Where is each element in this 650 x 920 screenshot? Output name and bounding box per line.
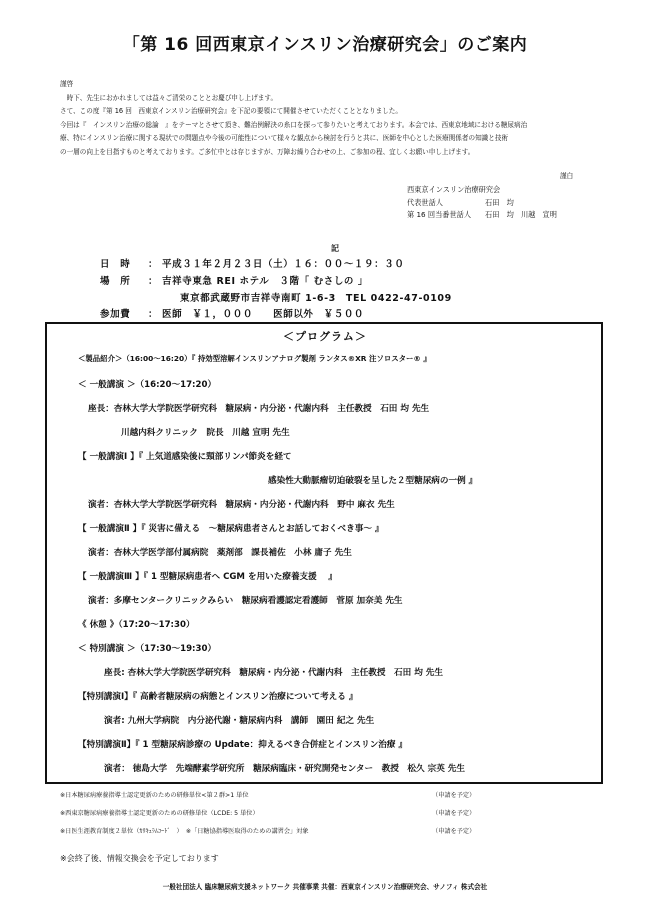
program-line: 【 一般講演Ⅲ 】『 1 型糖尿病患者へ CGM を用いた療養支援 』 [78, 572, 337, 582]
product-intro: ＜製品紹介＞（16:00～16:20）『 持効型溶解インスリンアナログ製剤 ランタス®XR 注ソロスター® 』 [78, 354, 431, 363]
closing-note: ※会終了後、情報交換会を予定しております [60, 854, 219, 863]
letter-line: 謹啓 [60, 80, 74, 88]
program-line: ＜ 一般講演 ＞（16:20～17:20） [78, 380, 217, 390]
program-line: 【特別講演Ⅰ】『 高齢者糖尿病の病態とインスリン治療について考える 』 [78, 692, 358, 702]
program-line: 感染性大動脈瘤切迫破裂を呈した２型糖尿病の一例 』 [268, 476, 478, 486]
program-heading: ＜プログラム＞ [283, 330, 367, 343]
program-line: 【 一般講演Ⅱ 】『 災害に備える ～糖尿病患者さんとお話しておくべき事～ 』 [78, 524, 384, 534]
greeting-letter [60, 78, 595, 159]
place-label: 場 所 [100, 276, 131, 287]
event-address: 東京都武蔵野市吉祥寺南町 1-6-3 TEL 0422-47-0109 [180, 293, 452, 304]
event-place: 場 所 ： 吉祥寺東急 REI ホテル ３階「 むさしの 」 [100, 273, 368, 287]
footer-credits: 一般社団法人 臨床糖尿病支援ネットワーク 共催事業 共催：西東京インスリン治療研究会、サノフィ 株式会社 [162, 883, 488, 891]
program-line: 【 一般講演Ⅰ 】『 上気道感染後に頸部リンパ節炎を経て [78, 452, 292, 462]
fee-label: 参加費 [100, 309, 131, 320]
event-fee: 参加費 ： 医師 ￥１，０００ 医師以外 ￥５００ [100, 306, 364, 320]
letter-line: さて、この度『第 16 回 西東京インスリン治療研究会』を下記の要領にて開催させていただくこととなりました。 [60, 107, 402, 115]
program-line: 演者：多摩センタークリニックみらい 糖尿病看護認定看護師 菅原 加奈美 先生 [88, 596, 403, 606]
program-line: 座長: 杏林大学大学院医学研究科 糖尿病・内分泌・代謝内科 主任教授 石田 均 先生 [104, 668, 443, 678]
date-value: 平成３１年２月２３日（土）１６：００～１９：３０ [162, 259, 405, 270]
program-line: 《 休憩 》（17:20～17:30） [78, 620, 195, 630]
event-date: 日 時 ： 平成３１年２月２３日（土）１６：００～１９：３０ [100, 256, 404, 270]
organizer-name: 西東京インスリン治療研究会 [407, 185, 501, 194]
credit-line: ※日医生涯教育制度２単位（ｶﾘｷｭﾗﾑｺｰﾄﾞ ） ※「日糖協指導医取得のための講習会」対象 [60, 828, 309, 835]
program-line: 【特別講演Ⅱ】『 1 型糖尿病診療の Update：抑えるべき合併症とインスリン治療 』 [78, 740, 408, 750]
fee-value: 医師 ￥１，０００ 医師以外 ￥５００ [162, 309, 365, 320]
program-line: 座長：杏林大学大学院医学研究科 糖尿病・内分泌・代謝内科 主任教授 石田 均 先生 [88, 404, 430, 414]
credit-line: ※日本糖尿病療養指導士認定更新のための研修単位<第２群>1 単位 [60, 792, 249, 799]
place-value: 吉祥寺東急 REI ホテル ３階「 むさしの 」 [162, 276, 369, 287]
letter-line: 療、特にインスリン治療に関する現状での問題点や今後の可能性について様々な観点から検討を行うと共に、医師を中心とした医療関係者の知識と技術 [60, 134, 509, 142]
program-line: 演者： 徳島大学 先端酵素学研究所 糖尿病臨床・研究開発センター 教授 松久 宗英 先生 [104, 764, 465, 774]
program-line: ＜ 特別講演 ＞（17:30～19:30） [78, 644, 217, 654]
page-title: 「第 16 回西東京インスリン治療研究会」のご案内 [122, 35, 528, 55]
program-line: 演者: 九州大学病院 内分泌代謝・糖尿病内科 講師 園田 紀之 先生 [104, 716, 375, 726]
ki-heading: 記 [331, 244, 339, 253]
credit-status: （申請を予定） [432, 828, 476, 835]
credit-status: （申請を予定） [432, 810, 476, 817]
credit-status: （申請を予定） [432, 792, 476, 799]
rep-name: 石田 均 [485, 197, 514, 207]
program-line: 演者：杏林大学大学院医学研究科 糖尿病・内分泌・代謝内科 野中 麻衣 先生 [88, 500, 395, 510]
date-label: 日 時 [100, 259, 131, 270]
program-line: 演者：杏林大学医学部付属病院 薬剤部 課長補佐 小林 庸子 先生 [88, 548, 352, 558]
credit-line: ※西東京糖尿病療養指導士認定更新のための研修単位（LCDE: 5 単位） [60, 810, 259, 817]
letter-line: 今回は『 インスリン治療の総論 』をテーマとさせて頂き、難治例解決の糸口を探って参りたいと考えております。本会では、西東京地域における糖尿病治 [60, 120, 528, 129]
host-name: 石田 均 川越 宣明 [485, 210, 557, 219]
program-line: 川越内科クリニック 院長 川越 宣明 先生 [121, 428, 290, 438]
letter-closing: 謹白 [560, 172, 574, 180]
rep-role: 代表世話人 [407, 197, 443, 207]
letter-line: 時下、先生におかれましては益々ご清栄のこととお慶び申し上げます。 [60, 93, 278, 102]
host-role: 第 16 回当番世話人 [407, 210, 472, 219]
letter-line: の一層の向上を目指すものと考えております。ご多忙中とは存じますが、万障お繰り合わせの上、ご参加の程、宜しくお願い申し上げます。 [60, 147, 475, 156]
signature-block [407, 184, 557, 222]
